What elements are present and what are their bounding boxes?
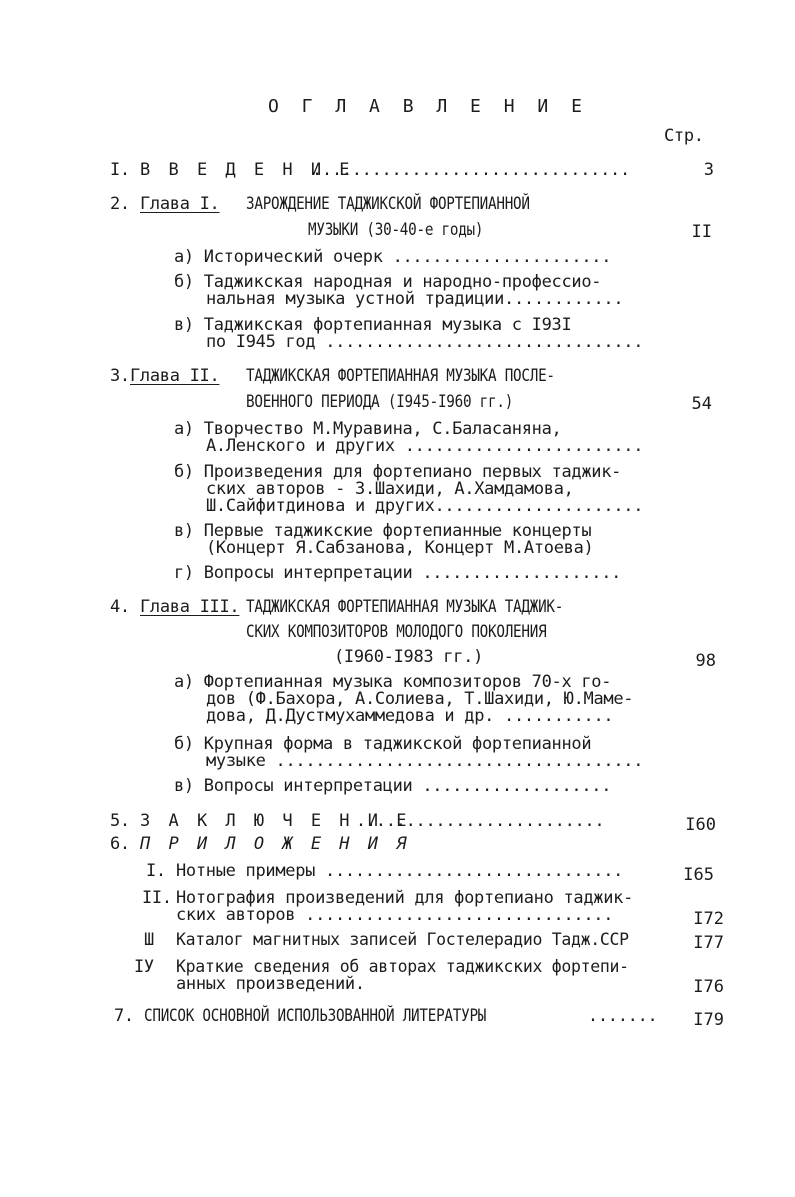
page-number: I60 xyxy=(685,815,716,835)
subsection-line: музыке ..................................... xyxy=(206,751,644,771)
page-number: I77 xyxy=(693,933,724,953)
page-number: I79 xyxy=(693,1010,724,1030)
chapter-title-line: СКИХ КОМПОЗИТОРОВ МОЛОДОГО ПОКОЛЕНИЯ xyxy=(246,622,547,642)
entry-label: П Р И Л О Ж Е Н И Я xyxy=(140,834,411,854)
appendix-item-text: Нотные примеры .............................. xyxy=(176,861,624,881)
subsection-line: в) Вопросы интерпретации ................... xyxy=(174,776,612,796)
appendix-item-text: ских авторов ............................... xyxy=(176,905,614,925)
appendix-item-text: анных произведений. xyxy=(176,974,365,994)
subsection-line: а) Исторический очерк ...................... xyxy=(174,247,612,267)
chapter-title-line: ТАДЖИКСКАЯ ФОРТЕПИАННАЯ МУЗЫКА ТАДЖИК- xyxy=(246,597,564,617)
subsection-line: дова, Д.Дустмухаммедова и др. ........... xyxy=(206,706,614,726)
subsection-line: б) Крупная форма в таджикской фортепианной xyxy=(174,734,592,754)
chapter-label: Глава III. xyxy=(140,597,240,617)
entry-number: 3. xyxy=(110,366,130,386)
entry-number: I. xyxy=(110,160,130,180)
appendix-item-number: I. xyxy=(146,861,166,881)
subsection-line: а) Творчество М.Муравина, С.Баласаняна, xyxy=(174,419,562,439)
page-number: II xyxy=(691,222,712,242)
entry-number: 5. xyxy=(110,811,130,831)
appendix-item-number: IУ xyxy=(134,957,154,977)
entry-label: СПИСОК ОСНОВНОЙ ИСПОЛЬЗОВАННОЙ ЛИТЕРАТУРЫ xyxy=(144,1006,487,1026)
subsection-line: в) Первые таджикские фортепианные концерты xyxy=(174,521,592,541)
appendix-item-number: Ш xyxy=(144,930,154,950)
page-title: О Г Л А В Л Е Н И Е xyxy=(268,96,588,117)
leader-dots: ....... xyxy=(578,1006,658,1026)
entry-number: 6. xyxy=(110,834,130,854)
page-number: 3 xyxy=(703,160,714,180)
subsection-line: дов (Ф.Бахора, А.Солиева, Т.Шахиди, Ю.Маме- xyxy=(206,689,634,709)
page-number: I72 xyxy=(693,909,724,929)
entry-label: З А К Л Ю Ч Е Н И Е xyxy=(140,811,411,831)
entry-number: 4. xyxy=(110,597,130,617)
appendix-item-text: Каталог магнитных записей Гостелерадио Тадж.ССР xyxy=(176,930,629,949)
appendix-item-text: Краткие сведения об авторах таджикских фортепи- xyxy=(176,957,629,976)
chapter-title-line: ТАДЖИКСКАЯ ФОРТЕПИАННАЯ МУЗЫКА ПОСЛЕ- xyxy=(246,366,555,386)
page-number: I65 xyxy=(683,865,714,885)
appendix-item-number: II. xyxy=(142,888,172,908)
entry-number: 2. xyxy=(110,194,130,214)
chapter-label: Глава I. xyxy=(140,194,220,214)
subsection-line: в) Таджикская фортепианная музыка с I93I xyxy=(174,315,572,335)
subsection-line: г) Вопросы интерпретации .................... xyxy=(174,563,622,583)
subsection-line: б) Произведения для фортепиано первых таджик- xyxy=(174,462,622,482)
subsection-line: ских авторов - З.Шахиди, А.Хамдамова, xyxy=(206,479,574,499)
subsection-line: по I945 год ................................ xyxy=(206,332,644,352)
chapter-title-line: ЗАРОЖДЕНИЕ ТАДЖИКСКОЙ ФОРТЕПИАННОЙ xyxy=(246,194,530,214)
subsection-line: а) Фортепианная музыка композиторов 70-х го- xyxy=(174,672,612,692)
subsection-line: нальная музыка устной традиции............ xyxy=(206,289,624,309)
page-number: 98 xyxy=(695,651,716,671)
subsection-line: (Концерт Я.Сабзанова, Концерт М.Атоева) xyxy=(206,538,594,558)
leader-dots: ................................ xyxy=(312,160,630,180)
chapter-title-line: (I960-I983 гг.) xyxy=(334,647,484,667)
page-number: 54 xyxy=(691,394,712,414)
subsection-line: Ш.Сайфитдинова и других..................... xyxy=(206,496,644,516)
subsection-line: б) Таджикская народная и народно-профессио- xyxy=(174,272,602,292)
chapter-title-line: МУЗЫКИ (30-40-е годы) xyxy=(308,220,484,240)
entry-label: В В Е Д Е Н И Е xyxy=(140,160,354,180)
page-column-header: Стр. xyxy=(664,126,704,146)
page-number: I76 xyxy=(693,977,724,997)
entry-number: 7. xyxy=(114,1006,134,1026)
chapter-title-line: ВОЕННОГО ПЕРИОДА (I945-I960 гг.) xyxy=(246,392,514,412)
leader-dots: ......................... xyxy=(346,811,605,831)
appendix-item-text: Нотография произведений для фортепиано таджик- xyxy=(176,888,634,908)
chapter-label: Глава II. xyxy=(130,366,220,386)
subsection-line: А.Ленского и других ........................ xyxy=(206,436,644,456)
